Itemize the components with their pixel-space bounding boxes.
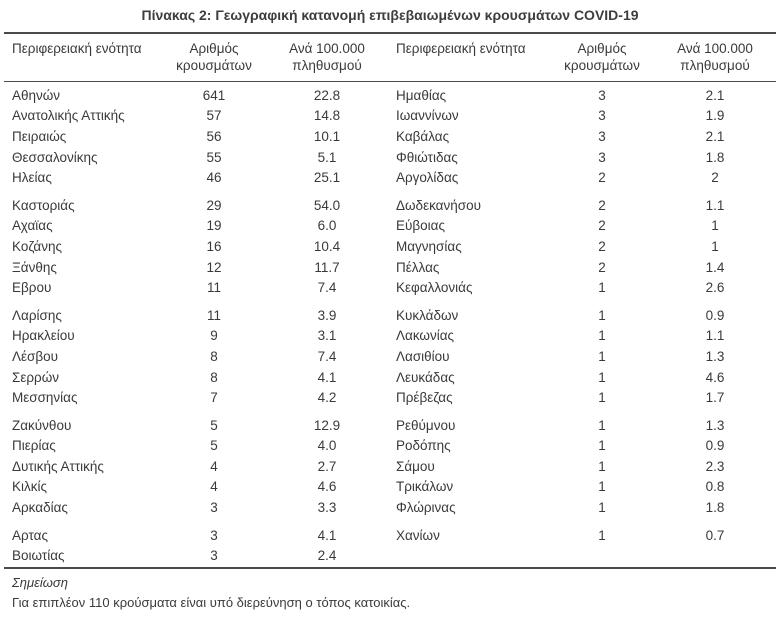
cell-region: Λευκάδας bbox=[396, 369, 455, 385]
header-per100k-left: Ανά 100.000 πληθυσμού bbox=[289, 41, 365, 73]
cell-per-100k: 3.9 bbox=[317, 307, 337, 323]
cell-per-100k: 1 bbox=[711, 238, 719, 254]
table-row bbox=[4, 545, 776, 566]
cell-cases: 2 bbox=[598, 218, 606, 234]
cell-region: Λασιθίου bbox=[396, 348, 450, 364]
cell-per-100k: 4.2 bbox=[317, 390, 337, 406]
cell-cases: 4 bbox=[210, 479, 218, 495]
table-row bbox=[4, 436, 776, 457]
cell-region: Φλώρινας bbox=[396, 500, 456, 516]
cell-region: Ηρακλείου bbox=[12, 328, 75, 344]
cell-cases: 16 bbox=[206, 238, 222, 254]
cell-region: Κυκλάδων bbox=[396, 307, 459, 323]
cell-cases: 4 bbox=[210, 458, 218, 474]
table-row bbox=[4, 525, 776, 546]
cell-region: Εύβοιας bbox=[396, 218, 445, 234]
cell-per-100k: 10.1 bbox=[313, 128, 341, 144]
cell-cases: 11 bbox=[206, 280, 221, 296]
table-title: Πίνακας 2: Γεωγραφική κατανομή επιβεβαιωμένων κρουσμάτων COVID-19 bbox=[141, 7, 639, 23]
cell-region: Ανατολικής Αττικής bbox=[12, 108, 125, 124]
cell-cases: 46 bbox=[206, 170, 222, 186]
cell-region: Σερρών bbox=[12, 369, 60, 385]
cell-per-100k: 2.1 bbox=[705, 128, 725, 144]
header-region-left: Περιφερειακή ενότητα bbox=[12, 41, 142, 56]
cell-region: Δωδεκανήσου bbox=[396, 197, 481, 213]
cell-cases: 1 bbox=[598, 307, 606, 323]
cell-cases: 1 bbox=[598, 500, 606, 516]
cell-region: Ημαθίας bbox=[396, 87, 447, 103]
cell-region: Σάμου bbox=[396, 458, 435, 474]
table-header bbox=[4, 32, 776, 82]
note-section bbox=[4, 575, 776, 610]
table-row bbox=[4, 346, 776, 367]
cell-per-100k: 2.7 bbox=[317, 458, 337, 474]
cell-cases: 3 bbox=[598, 128, 606, 144]
cell-cases: 9 bbox=[210, 328, 218, 344]
cell-region: Φθιώτιδας bbox=[396, 149, 458, 165]
cell-per-100k: 10.4 bbox=[313, 238, 341, 254]
cell-cases: 56 bbox=[206, 128, 222, 144]
cell-region: Πέλλας bbox=[396, 259, 440, 275]
cell-per-100k: 2.3 bbox=[705, 458, 725, 474]
cell-per-100k: 1.8 bbox=[705, 500, 725, 516]
cell-per-100k: 1.7 bbox=[705, 390, 725, 406]
cell-region: Ροδόπης bbox=[396, 438, 451, 454]
cell-cases: 7 bbox=[210, 390, 218, 406]
cell-per-100k: 2 bbox=[711, 170, 719, 186]
header-per100k-right: Ανά 100.000 πληθυσμού bbox=[677, 41, 753, 73]
cell-region: Κιλκίς bbox=[12, 479, 48, 495]
cell-region: Χανίων bbox=[396, 527, 440, 543]
cell-per-100k: 4.0 bbox=[317, 438, 337, 454]
cell-region: Πρέβεζας bbox=[396, 390, 453, 406]
table-row bbox=[4, 216, 776, 237]
cell-per-100k: 7.4 bbox=[317, 348, 337, 364]
cell-cases: 3 bbox=[210, 527, 218, 543]
cell-cases: 3 bbox=[598, 108, 606, 124]
note-label: Σημείωση bbox=[12, 575, 68, 591]
cell-cases: 2 bbox=[598, 170, 606, 186]
cell-per-100k: 0.9 bbox=[705, 438, 725, 454]
cell-region: Αρτας bbox=[12, 527, 48, 543]
cell-per-100k: 2.6 bbox=[705, 280, 725, 296]
cell-cases: 3 bbox=[598, 149, 606, 165]
table-row bbox=[4, 497, 776, 518]
cell-cases: 3 bbox=[210, 500, 218, 516]
cell-cases: 1 bbox=[598, 417, 606, 433]
cell-per-100k: 1.4 bbox=[705, 259, 725, 275]
cell-cases: 1 bbox=[598, 438, 606, 454]
cell-region: Αχαϊας bbox=[12, 218, 53, 234]
table-row bbox=[4, 167, 776, 188]
cell-region: Τρικάλων bbox=[396, 479, 454, 495]
cell-cases: 1 bbox=[598, 369, 606, 385]
cell-region: Αθηνών bbox=[12, 87, 61, 103]
cell-per-100k: 22.8 bbox=[313, 87, 341, 103]
cell-cases: 1 bbox=[598, 348, 606, 364]
cell-region: Κεφαλλονιάς bbox=[396, 280, 473, 296]
cell-region: Λακωνίας bbox=[396, 328, 455, 344]
cell-cases: 57 bbox=[206, 108, 222, 124]
table-row bbox=[4, 456, 776, 477]
covid-cases-table bbox=[4, 32, 776, 569]
cell-cases: 3 bbox=[598, 87, 606, 103]
cell-cases: 8 bbox=[210, 348, 218, 364]
table-row bbox=[4, 106, 776, 127]
cell-per-100k: 1.8 bbox=[705, 149, 725, 165]
cell-cases: 1 bbox=[598, 280, 606, 296]
cell-cases: 1 bbox=[598, 328, 606, 344]
cell-region: Ρεθύμνου bbox=[396, 417, 456, 433]
cell-per-100k: 2.4 bbox=[317, 548, 337, 564]
table-row bbox=[4, 195, 776, 216]
header-cases-right: Αριθμός κρουσμάτων bbox=[564, 41, 640, 73]
table-row bbox=[4, 126, 776, 147]
table-body bbox=[4, 82, 776, 567]
table-row bbox=[4, 277, 776, 298]
cell-per-100k: 1 bbox=[711, 218, 719, 234]
cell-cases: 1 bbox=[598, 458, 606, 474]
cell-region: Μεσσηνίας bbox=[12, 390, 78, 406]
cell-cases: 2 bbox=[598, 259, 606, 275]
cell-region: Λαρίσης bbox=[12, 307, 62, 323]
cell-cases: 12 bbox=[206, 259, 222, 275]
table-row bbox=[4, 257, 776, 278]
cell-region: Λέσβου bbox=[12, 348, 59, 364]
cell-per-100k: 14.8 bbox=[313, 108, 341, 124]
cell-per-100k: 12.9 bbox=[313, 417, 341, 433]
header-region-right: Περιφερειακή ενότητα bbox=[396, 41, 526, 56]
cell-cases: 1 bbox=[598, 527, 606, 543]
cell-per-100k: 1.3 bbox=[705, 348, 725, 364]
cell-per-100k: 0.7 bbox=[705, 527, 725, 543]
cell-cases: 1 bbox=[598, 390, 606, 406]
cell-per-100k: 4.1 bbox=[317, 527, 337, 543]
cell-per-100k: 4.6 bbox=[705, 369, 725, 385]
cell-per-100k: 2.1 bbox=[705, 87, 725, 103]
cell-per-100k: 6.0 bbox=[317, 218, 337, 234]
cell-per-100k: 5.1 bbox=[317, 149, 337, 165]
cell-cases: 5 bbox=[210, 417, 218, 433]
cell-region: Ζακύνθου bbox=[12, 417, 72, 433]
table-row bbox=[4, 415, 776, 436]
cell-per-100k: 3.3 bbox=[317, 500, 337, 516]
cell-region: Βοιωτίας bbox=[12, 548, 65, 564]
cell-region: Αρκαδίας bbox=[12, 500, 68, 516]
cell-per-100k: 4.6 bbox=[317, 479, 337, 495]
cell-region: Καβάλας bbox=[396, 128, 450, 144]
cell-cases: 19 bbox=[206, 218, 222, 234]
table-row bbox=[4, 326, 776, 347]
cell-per-100k: 1.1 bbox=[705, 197, 725, 213]
cell-cases: 641 bbox=[202, 87, 226, 103]
cell-cases: 8 bbox=[210, 369, 218, 385]
cell-per-100k: 1.1 bbox=[705, 328, 725, 344]
table-row bbox=[4, 305, 776, 326]
cell-region: Εβρου bbox=[12, 280, 52, 296]
table-row bbox=[4, 236, 776, 257]
cell-per-100k: 7.4 bbox=[317, 280, 337, 296]
cell-per-100k: 0.8 bbox=[705, 479, 725, 495]
cell-cases: 2 bbox=[598, 238, 606, 254]
cell-cases: 5 bbox=[210, 438, 218, 454]
table-row bbox=[4, 387, 776, 408]
cell-cases: 55 bbox=[206, 149, 222, 165]
cell-cases: 11 bbox=[206, 307, 221, 323]
cell-region: Πειραιώς bbox=[12, 128, 67, 144]
header-cases-left: Αριθμός κρουσμάτων bbox=[176, 41, 252, 73]
cell-region: Δυτικής Αττικής bbox=[12, 458, 104, 474]
cell-cases: 2 bbox=[598, 197, 606, 213]
cell-region: Πιερίας bbox=[12, 438, 56, 454]
cell-per-100k: 0.9 bbox=[705, 307, 725, 323]
table-row bbox=[4, 477, 776, 498]
cell-per-100k: 1.9 bbox=[705, 108, 725, 124]
cell-cases: 3 bbox=[210, 548, 218, 564]
cell-cases: 29 bbox=[206, 197, 222, 213]
cell-region: Ιωαννίνων bbox=[396, 108, 459, 124]
cell-per-100k: 1.3 bbox=[705, 417, 725, 433]
cell-per-100k: 4.1 bbox=[317, 369, 337, 385]
cell-region: Ξάνθης bbox=[12, 259, 57, 275]
note-text: Για επιπλέον 110 κρούσματα είναι υπό διερεύνηση ο τόπος κατοικίας. bbox=[12, 595, 411, 611]
cell-cases: 1 bbox=[598, 479, 606, 495]
cell-region: Αργολίδας bbox=[396, 170, 459, 186]
cell-per-100k: 11.7 bbox=[314, 259, 340, 275]
cell-region: Μαγνησίας bbox=[396, 238, 462, 254]
table-row bbox=[4, 85, 776, 106]
table-row bbox=[4, 147, 776, 168]
cell-per-100k: 54.0 bbox=[313, 197, 341, 213]
cell-region: Κοζάνης bbox=[12, 238, 62, 254]
cell-per-100k: 25.1 bbox=[313, 170, 341, 186]
cell-region: Θεσσαλονίκης bbox=[12, 149, 98, 165]
cell-region: Ηλείας bbox=[12, 170, 52, 186]
cell-per-100k: 3.1 bbox=[317, 328, 337, 344]
table-row bbox=[4, 367, 776, 388]
cell-region: Καστοριάς bbox=[12, 197, 75, 213]
